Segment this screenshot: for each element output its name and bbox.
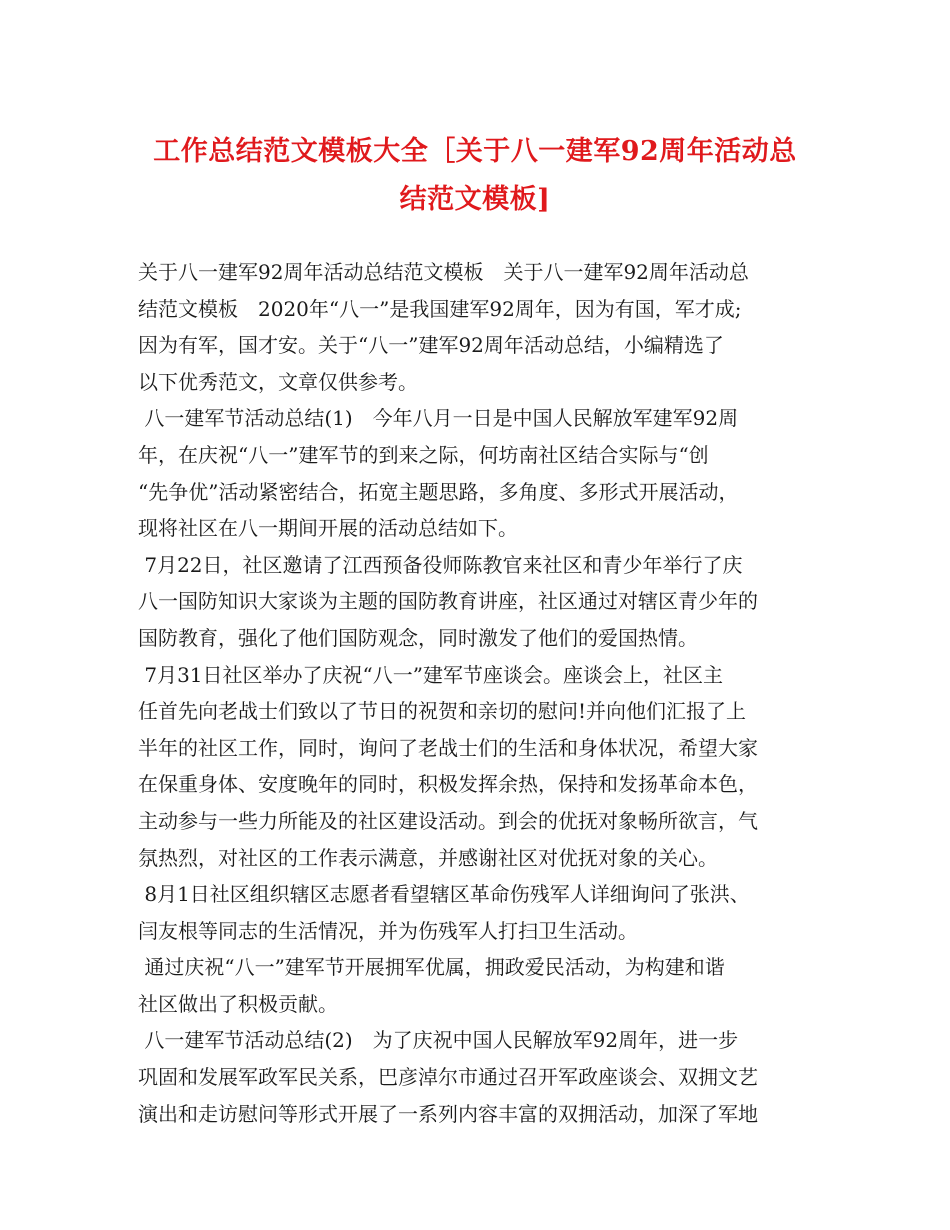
body-line: 以下优秀范文，文章仅供参考。 xyxy=(138,369,418,394)
document-title xyxy=(120,128,830,224)
body-line: 因为有军，国才安。关于“八一”建军92周年活动总结，小编精选了 xyxy=(138,333,724,358)
body-line: 演出和走访慰问等形式开展了一系列内容丰富的双拥活动，加深了军地 xyxy=(138,1101,758,1126)
body-line: 八一建军节活动总结(2) 为了庆祝中国人民解放军92周年，进一步 xyxy=(138,1028,739,1053)
body-line: 7月22日，社区邀请了江西预备役师陈教官来社区和青少年举行了庆 xyxy=(138,552,743,577)
body-line: 8月1日社区组织辖区志愿者看望辖区革命伤残军人详细询问了张洪、 xyxy=(138,882,750,907)
body-line: 7月31日社区举办了庆祝“八一”建军节座谈会。座谈会上，社区主 xyxy=(138,662,723,687)
body-line: 国防教育，强化了他们国防观念，同时激发了他们的爱国热情。 xyxy=(138,625,698,650)
body-line: 在保重身体、安度晚年的同时，积极发挥余热，保持和发扬革命本色， xyxy=(138,772,758,797)
body-line: 闫友根等同志的生活情况，并为伤残军人打扫卫生活动。 xyxy=(138,918,638,943)
body-line: 巩固和发展军政军民关系，巴彦淖尔市通过召开军政座谈会、双拥文艺 xyxy=(138,1065,758,1090)
body-line: 任首先向老战士们致以了节日的祝贺和亲切的慰问!并向他们汇报了上 xyxy=(138,699,747,724)
body-line: 半年的社区工作，同时，询问了老战士们的生活和身体状况，希望大家 xyxy=(138,735,758,760)
body-line: “先争优”活动紧密结合，拓宽主题思路，多角度、多形式开展活动， xyxy=(138,479,739,504)
body-line: 八一国防知识大家谈为主题的国防教育讲座，社区通过对辖区青少年的 xyxy=(138,589,758,614)
body-line: 氛热烈，对社区的工作表示满意，并感谢社区对优抚对象的关心。 xyxy=(138,845,718,870)
body-line: 主动参与一些力所能及的社区建设活动。到会的优抚对象畅所欲言，气 xyxy=(138,808,758,833)
body-line: 社区做出了积极贡献。 xyxy=(138,991,338,1016)
body-line: 关于八一建军92周年活动总结范文模板 关于八一建军92周年活动总 xyxy=(138,260,749,284)
title-line: 结范文模板] xyxy=(399,184,551,215)
body-line: 年，在庆祝“八一”建军节的到来之际，何坊南社区结合实际与“创 xyxy=(138,442,709,467)
document-body xyxy=(138,254,828,1132)
body-line: 通过庆祝“八一”建军节开展拥军优属，拥政爱民活动，为构建和谐 xyxy=(138,955,725,980)
body-line: 现将社区在八一期间开展的活动总结如下。 xyxy=(138,516,518,541)
body-line: 八一建军节活动总结(1) 今年八月一日是中国人民解放军建军92周 xyxy=(138,406,739,431)
body-line: 结范文模板 2020年“八一”是我国建军92周年，因为有国，军才成; xyxy=(138,296,742,321)
title-line: 工作总结范文模板大全［关于八一建军92周年活动总 xyxy=(153,136,797,167)
